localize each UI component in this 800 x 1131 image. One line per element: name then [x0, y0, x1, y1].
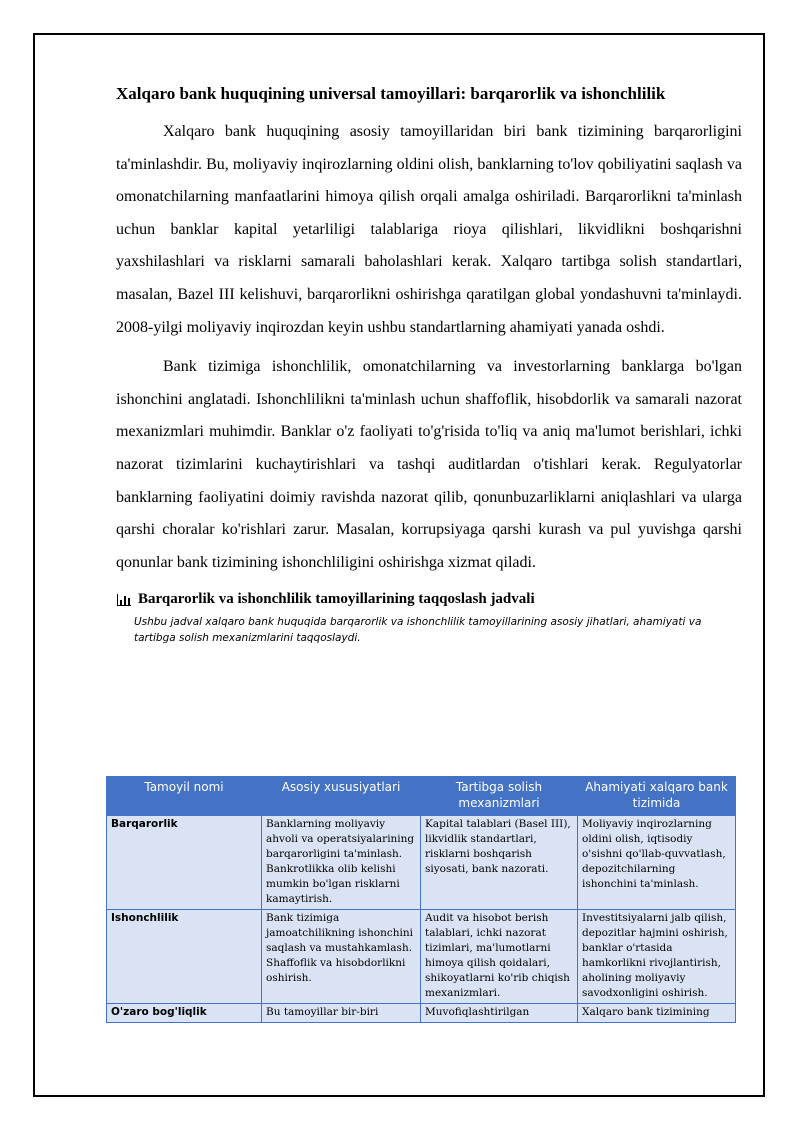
table-row: [107, 816, 736, 910]
comparison-table: [106, 776, 736, 1023]
table-cell: Moliyaviy inqirozlarning oldini olish, iqtisodiy o'sishni qo'llab-quvvatlash, depozitchilarning ishonchini ta'minlash.: [578, 816, 736, 910]
table-header-row: [107, 777, 736, 816]
document-body: [116, 84, 742, 652]
column-header: Tartibga solish mexanizmlari: [421, 777, 578, 816]
table-cell: Bu tamoyillar bir-biri: [262, 1004, 421, 1023]
table-cell: Banklarning moliyaviy ahvoli va operatsiyalarining barqarorligini ta'minlash. Bankrotlikka olib kelishi mumkin bo'lgan risklarni kamaytirish.: [262, 816, 421, 910]
bar-chart-icon: [116, 593, 132, 607]
column-header: Asosiy xususiyatlari: [262, 777, 421, 816]
paragraph-reliability: Bank tizimiga ishonchlilik, omonatchilarning va investorlarning banklarga bo'lgan ishonchini anglatadi. Ishonchlilikni ta'minlash uchun shaffoflik, hisobdorlik va samarali nazorat mexanizmlari muhimdir. Banklar o'z faoliyati to'g'risida to'liq va aniq ma'lumot berishlari, ichki nazorat tizimlarini kuchaytirishlari va tashqi auditlardan o'tishlari kerak. Regulyatorlar banklarning faoliyatini doimiy ravishda nazorat qilib, qonunbuzarliklarni aniqlashlari va ularga qarshi choralar ko'rishlari zarur. Masalan, korrupsiyaga qarshi kurash va pul yuvishga qarshi qonunlar bank tizimining ishonchliligini oshirishga xizmat qiladi.: [116, 358, 742, 571]
table-heading: [116, 591, 742, 608]
table-title: Barqarorlik va ishonchlilik tamoyillarining taqqoslash jadvali: [138, 591, 535, 608]
table-cell: Xalqaro bank tizimining: [578, 1004, 736, 1023]
table-cell: Investitsiyalarni jalb qilish, depozitlar hajmini oshirish, banklar o'rtasida hamkorlikni rivojlantirish, aholining moliyaviy savodxonligini oshirish.: [578, 910, 736, 1004]
table-caption: Ushbu jadval xalqaro bank huquqida barqarorlik va ishonchlilik tamoyillarining asosiy jihatlari, ahamiyati va tartibga solish mexanizmlarini taqqoslaydi.: [134, 616, 702, 645]
paragraph-stability: Xalqaro bank huquqining asosiy tamoyillaridan biri bank tizimining barqarorligini ta'minlashdir. Bu, moliyaviy inqirozlarning oldini olish, banklarning to'lov qobiliyatini saqlash va omonatchilarning manfaatlarini himoya qilish orqali amalga oshiriladi. Barqarorlikni ta'minlash uchun banklar kapital yetarliligi talablariga rioya qilishlari, likvidlikni boshqarishni yaxshilashlari va risklarni samarali baholashlari kerak. Xalqaro tartibga solish standartlari, masalan, Bazel III kelishuvi, barqarorlikni oshirishga qaratilgan global yondashuvni ta'minlaydi. 2008-yilgi moliyaviy inqirozdan keyin ushbu standartlarning ahamiyati yanada oshdi.: [116, 123, 742, 336]
table-cell: Kapital talablari (Basel III), likvidlik standartlari, risklarni boshqarish siyosati, bank nazorati.: [421, 816, 578, 910]
table-cell-principle: Ishonchlilik: [107, 910, 262, 1004]
table-row: [107, 1004, 736, 1023]
table-cell: Bank tizimiga jamoatchilikning ishonchini saqlash va mustahkamlash. Shaffoflik va hisobdorlikni oshirish.: [262, 910, 421, 1004]
table-cell-principle: O'zaro bog'liqlik: [107, 1004, 262, 1023]
table-cell: Muvofiqlashtirilgan: [421, 1004, 578, 1023]
column-header: Tamoyil nomi: [107, 777, 262, 816]
table-row: [107, 910, 736, 1004]
table-cell-principle: Barqarorlik: [107, 816, 262, 910]
column-header: Ahamiyati xalqaro bank tizimida: [578, 777, 736, 816]
document-title: Xalqaro bank huquqining universal tamoyillari: barqarorlik va ishonchlilik: [116, 84, 666, 103]
table-cell: Audit va hisobot berish talablari, ichki nazorat tizimlari, ma'lumotlarni himoya qilish qoidalari, shikoyatlarni ko'rib chiqish mexanizmlari.: [421, 910, 578, 1004]
